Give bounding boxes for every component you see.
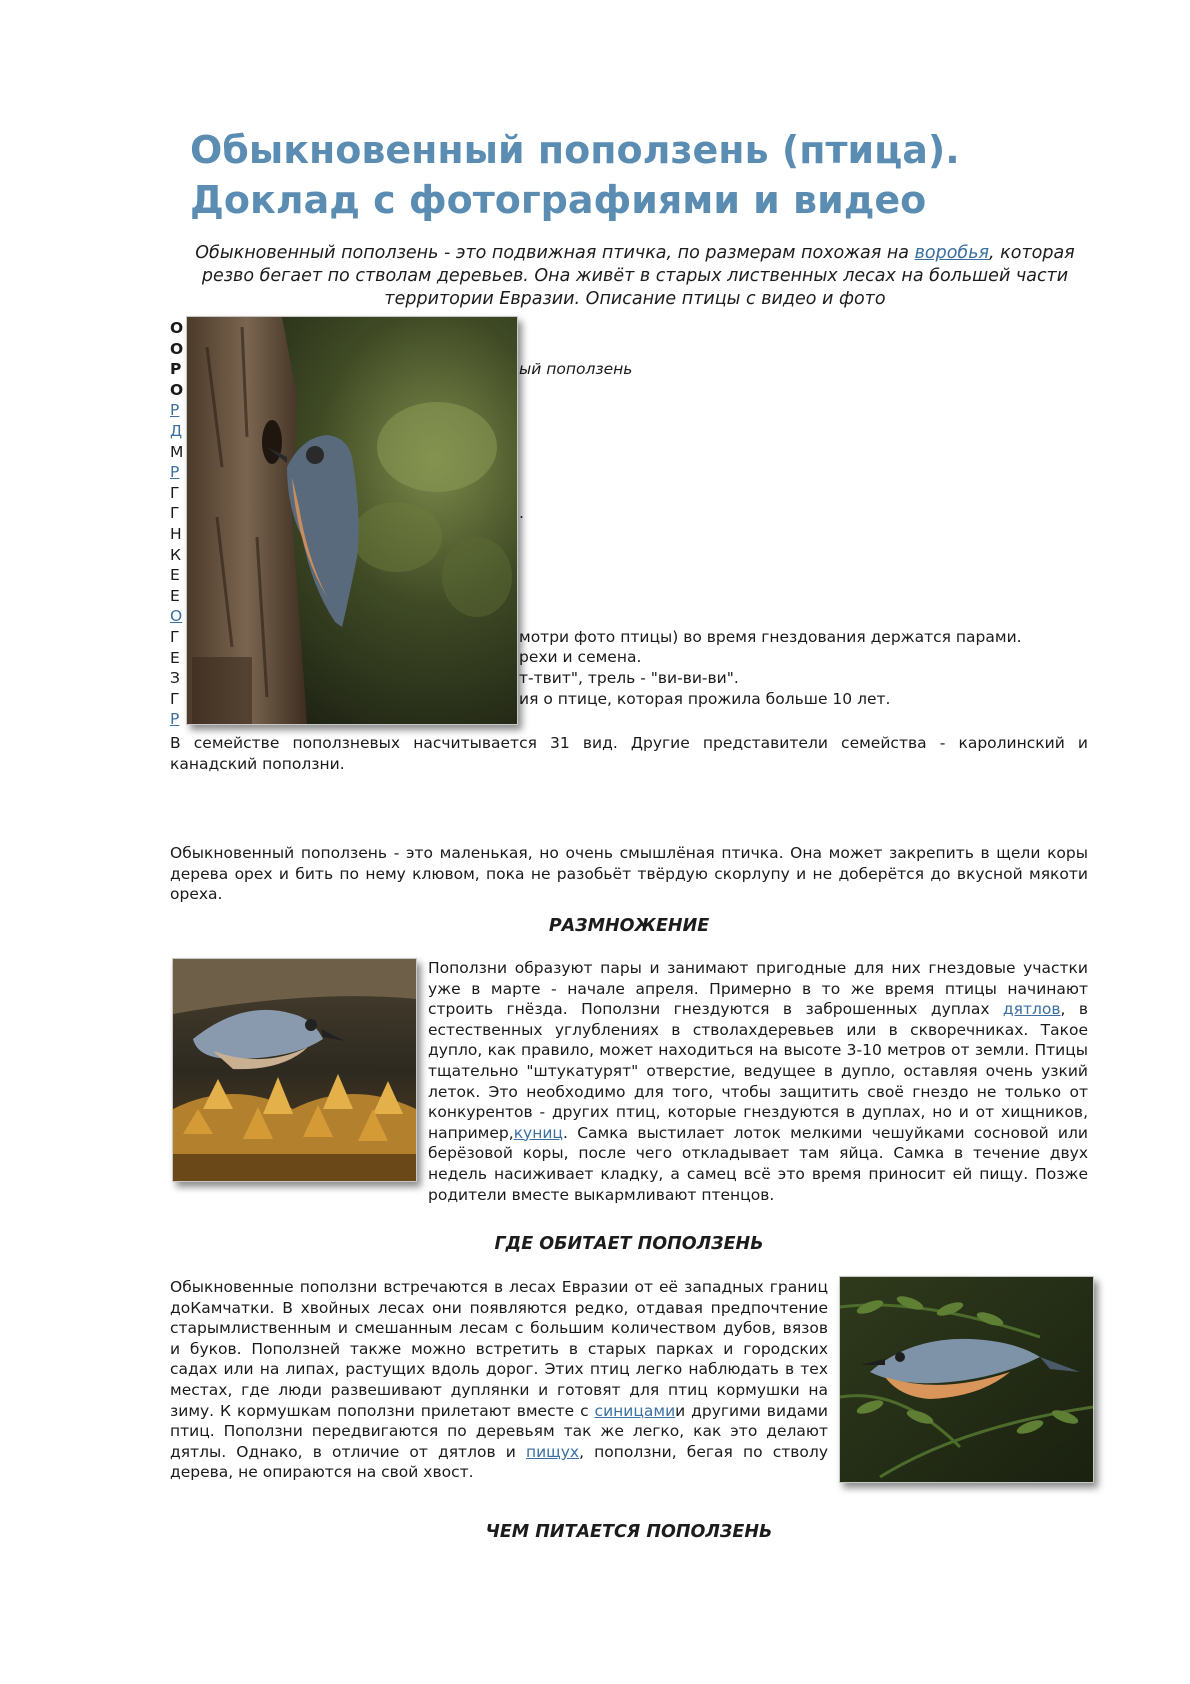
link-sparrow[interactable]: воробья	[914, 243, 990, 263]
lead-text-2: , которая резво бегает по стволам деревьев. Она живёт в старых лиственных лесах на большей части территории Евразии. Описание птицы с видео и фото	[201, 243, 1075, 309]
factsheet-margin-letters	[170, 318, 184, 730]
factsheet-letter: Г	[170, 689, 180, 708]
factsheet-letter[interactable]: Р	[170, 401, 180, 420]
factsheet-letter[interactable]: Р	[170, 463, 180, 482]
factsheet-letter: Г	[170, 627, 180, 646]
habitat-text-1: Обыкновенные поползни встречаются в лесах Евразии от её западных границ доКамчатки. В хвойных лесах они появляются редко, отдавая предпочтение старымлиственным и смешанным лесам с большим количеством дубов, вязов и буков. Поползней также можно встретить в старых парках и городских садах или на липах, растущих вдоль дорог. Этих птиц легко наблюдать в тех местах, где люди развешивают дуплянки и готовят для птиц кормушки на зиму. К кормушкам поползни прилетают вместе с	[170, 1278, 828, 1420]
link-pikas[interactable]: пищух	[525, 1442, 580, 1461]
factsheet-fragment: рехи и семена.	[519, 648, 642, 666]
factsheet-letter[interactable]: О	[170, 607, 183, 626]
nuthatch-on-fern-photo	[839, 1276, 1094, 1483]
factsheet-letter: К	[170, 545, 182, 564]
heading-breeding: РАЗМНОЖЕНИЕ	[548, 916, 710, 936]
breeding-text-3: . Самка выстилает лоток мелкими чешуйками сосновой или берёзовой коры, после чего откладывает там яйца. Самка в течение двух недель насиживает кладку, а самец всё это время приносит ей пищу. Позже родители вместе выкармливают птенцов.	[428, 1123, 1088, 1204]
habitat-text-2: и другими видами птиц. Поползни передвигаются по деревьям так же легко, как это делают дятлы. Однако, в отличие от дятлов и	[170, 1401, 828, 1461]
factsheet-fragment: ый поползень	[519, 360, 633, 378]
factsheet-letter: О	[170, 380, 184, 399]
factsheet-letter[interactable]: Д	[170, 421, 183, 440]
factsheet-letter: Е	[170, 586, 180, 605]
lead-text-1: Обыкновенный поползень - это подвижная птичка, по размерам похожая на	[195, 243, 915, 263]
link-martens[interactable]: куниц	[513, 1123, 563, 1142]
factsheet-letter[interactable]: Р	[170, 710, 180, 729]
factsheet-fragment: мотри фото птицы) во время гнездования держатся парами.	[519, 628, 1022, 646]
link-tits[interactable]: синицами	[594, 1401, 676, 1420]
title-line-2: Доклад с фотографиями и видео	[190, 178, 927, 222]
paragraph-smart: Обыкновенный поползень - это маленькая, но очень смышлёная птичка. Она может закрепить в щели коры дерева орех и бить по нему клювом, пока не разобьёт твёрдую скорлупу и не доберётся до вкусной мякоти ореха.	[170, 844, 1088, 904]
factsheet-letter: Г	[170, 504, 180, 523]
habitat-text-3: , поползни, бегая по стволу дерева, не опираются на свой хвост.	[170, 1442, 828, 1482]
breeding-text-1: Поползни образуют пары и занимают пригодные для них гнездовые участки уже в марте - начале апреля. Примерно в то же время птицы начинают строить гнёзда. Поползни гнездуются в заброшенных дуплах	[428, 959, 1088, 1019]
factsheet-letter: О	[170, 339, 184, 358]
page-title	[190, 125, 1090, 225]
nuthatch-feeding-chicks-photo	[172, 958, 417, 1182]
factsheet-letter: О	[170, 319, 184, 337]
factsheet-fragment: .	[519, 504, 524, 522]
paragraph-breeding-wrap	[428, 958, 1088, 1205]
factsheet-fragment: т-твит", трель - "ви-ви-ви".	[519, 669, 739, 687]
link-woodpeckers[interactable]: дятлов	[1002, 1000, 1061, 1019]
paragraph-family: В семействе поползневых насчитывается 31 вид. Другие представители семейства - каролинский и канадский поползни.	[170, 734, 1088, 773]
heading-habitat: ГДЕ ОБИТАЕТ ПОПОЛЗЕНЬ	[494, 1234, 764, 1254]
factsheet-letter: Е	[170, 648, 180, 667]
title-line-1: Обыкновенный поползень (птица).	[190, 128, 960, 172]
factsheet-letter: Е	[170, 566, 180, 585]
lead-paragraph	[170, 242, 1100, 311]
paragraph-habitat-wrap	[170, 1277, 828, 1483]
nuthatch-on-trunk-photo	[186, 316, 518, 725]
factsheet-letter: З	[170, 669, 180, 688]
factsheet-letter: Г	[170, 483, 180, 502]
factsheet-letter: Н	[170, 524, 182, 543]
breeding-text-2: , в естественных углублениях в стволахдеревьев или в скворечниках. Такое дупло, как правило, может находиться на высоте 3-10 метров от земли. Птицы тщательно "штукатурят" отверстие, ведущее в дупло, оставляя очень узкий леток. Это необходимо для того, чтобы защитить своё гнездо не только от конкурентов - других птиц, которые гнездуются в дуплах, но и от хищников, например,	[428, 1000, 1088, 1142]
factsheet-fragment: ия о птице, которая прожила больше 10 лет.	[519, 690, 891, 708]
heading-food: ЧЕМ ПИТАЕТСЯ ПОПОЛЗЕНЬ	[485, 1522, 773, 1542]
factsheet-letter: Р	[170, 360, 182, 379]
factsheet-letter: М	[170, 442, 184, 461]
